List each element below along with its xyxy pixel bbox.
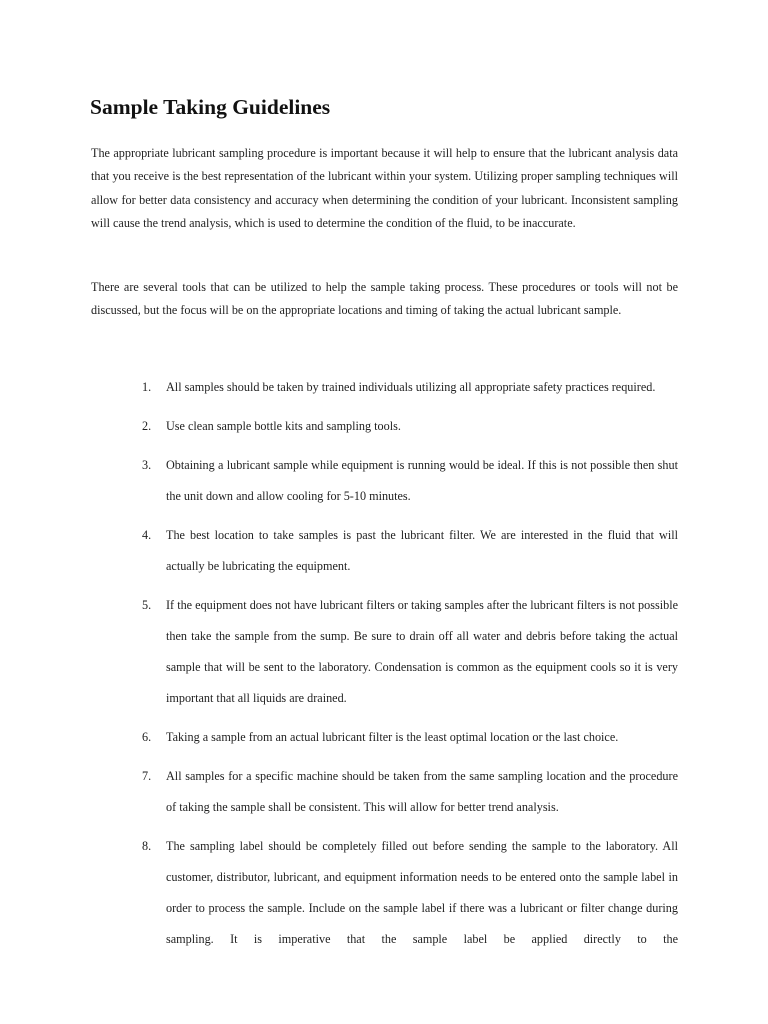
- page-title: Sample Taking Guidelines: [90, 95, 331, 119]
- list-item-number: 1.: [142, 380, 152, 394]
- list-item: [0, 831, 768, 955]
- list-item-number: 8.: [142, 839, 152, 853]
- list-item-number: 5.: [142, 598, 152, 612]
- list-item-number: 6.: [142, 730, 152, 744]
- tools-paragraph: There are several tools that can be utilized to help the sample taking process. These procedures or tools will not be discussed, but the focus will be on the appropriate locations and timing of taking the actual lubricant sample.: [91, 280, 678, 318]
- list-item-number: 2.: [142, 419, 152, 433]
- list-item: [0, 520, 768, 582]
- list-item-text: The best location to take samples is past the lubricant filter. We are interested in the fluid that will actually be lubricating the equipment.: [166, 528, 678, 573]
- list-item-text: Use clean sample bottle kits and sampling tools.: [166, 419, 401, 433]
- list-item: [0, 372, 768, 403]
- list-item-number: 4.: [142, 528, 152, 542]
- list-item-number: 7.: [142, 769, 152, 783]
- list-item-text: If the equipment does not have lubricant filters or taking samples after the lubricant filters is not possible then take the sample from the sump. Be sure to drain off all water and debris before taking the actual sample that will be sent to the laboratory. Condensation is common as the equipment cools so it is very important that all liquids are drained.: [166, 598, 678, 705]
- intro-paragraph: The appropriate lubricant sampling procedure is important because it will help to ensure that the lubricant analysis data that you receive is the best representation of the lubricant within your system. Utilizing proper sampling techniques will allow for better data consistency and accuracy when determining the condition of your lubricant. Inconsistent sampling will cause the trend analysis, which is used to determine the condition of the fluid, to be inaccurate.: [91, 146, 678, 231]
- list-item: [0, 722, 768, 753]
- list-item-number: 3.: [142, 458, 152, 472]
- list-item: [0, 450, 768, 512]
- list-item: [0, 590, 768, 714]
- list-item: [0, 761, 768, 823]
- list-item-text: Taking a sample from an actual lubricant filter is the least optimal location or the last choice.: [166, 730, 619, 744]
- list-item-text: Obtaining a lubricant sample while equipment is running would be ideal. If this is not possible then shut the unit down and allow cooling for 5-10 minutes.: [166, 458, 678, 503]
- list-item-text: All samples for a specific machine should be taken from the same sampling location and the procedure of taking the sample shall be consistent. This will allow for better trend analysis.: [166, 769, 678, 814]
- guidelines-list: [0, 372, 768, 963]
- list-item-text: The sampling label should be completely filled out before sending the sample to the laboratory. All customer, distributor, lubricant, and equipment information needs to be entered onto the sample label in order to process the sample. Include on the sample label if there was a lubricant or filter change during sampling. It is imperative that the sample label be applied directly to the: [166, 839, 678, 946]
- list-item-text: All samples should be taken by trained individuals utilizing all appropriate safety practices required.: [166, 380, 656, 394]
- list-item: [0, 411, 768, 442]
